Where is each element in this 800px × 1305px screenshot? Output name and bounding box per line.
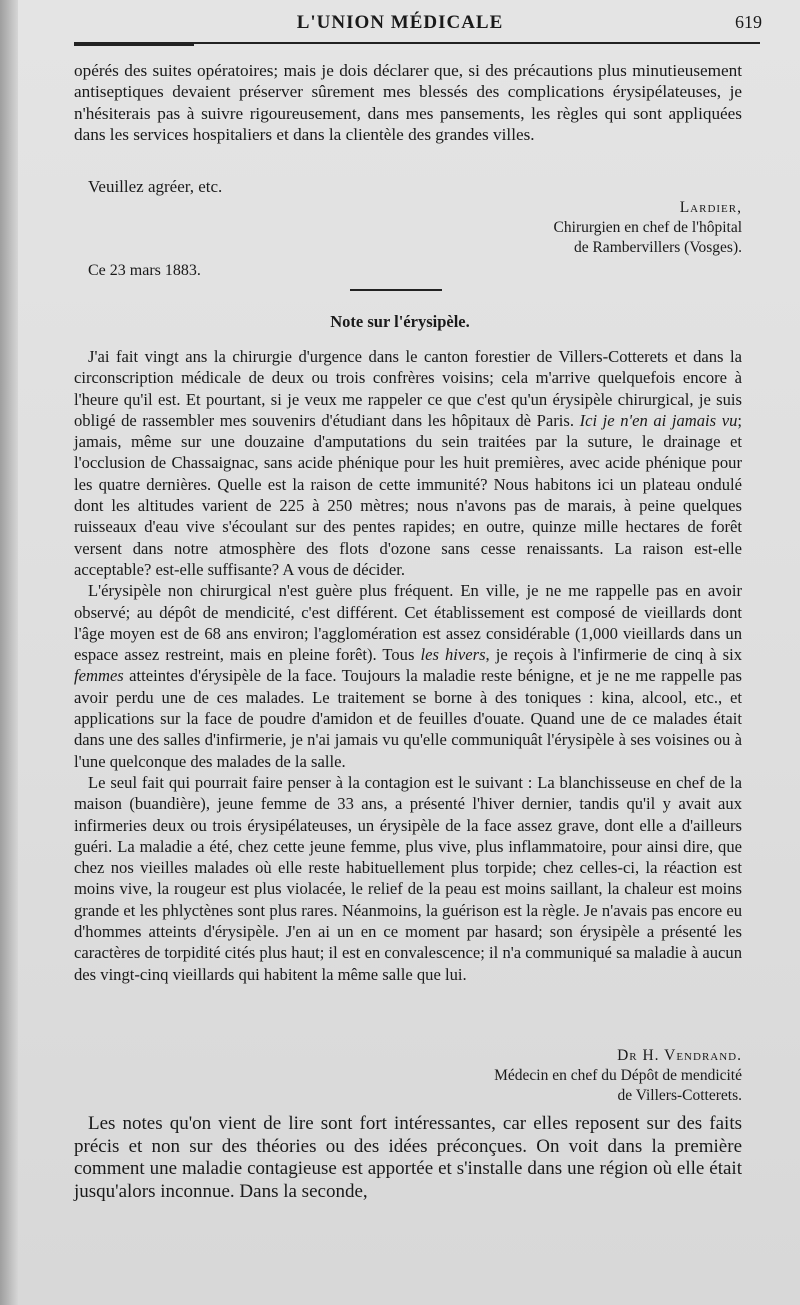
note-paragraph: Le seul fait qui pourrait faire penser à la contagion est le suivant : La blanchisseuse en chef de la maison (buandière), jeune femme de 33 ans, a présenté l'hiver dernier, tandis qu'il y avait aux infirmeries deux ou trois érysipélateuses, un érysipèle de la face assez grave, dont elle a d'ailleurs guéri. La maladie a été, chez cette jeune femme, plus vive, plus inflammatoire, pour ainsi dire, que chez nos vieilles malades où elle reste habituellement plus torpide; chez celles-ci, la réaction est moins vive, la rougeur est plus violacée, le relief de la peau est moins saillant, la chaleur est moins grande et les phlyctènes sont plus rares. Néanmoins, la guérison est la règle. Je n'avais pas encore eu d'hommes atteints d'érysipèle. J'en ai un en ce moment par hasard; son érysipèle a présenté les caractères de torpidité cités plus haut; il est en convalescence; il n'a communiqué sa maladie à aucun des vingt-cinq vieillards qui habitent la même salle que lui. xyxy=(74,772,742,984)
letter-date: Ce 23 mars 1883. xyxy=(88,262,201,279)
editorial-commentary xyxy=(74,1113,742,1203)
text-run: atteintes d'érysipèle de la face. Toujours la maladie reste bénigne, et je ne me rappelle pas avoir perdu une de ces malades. Le traitement se borne à des toniques : kina, alcool, etc., et applications sur la face de poudre d'amidon et de feuilles d'ouate. Quand une de ce malades était dans une des salles d'infirmerie, je n'ai jamais vu qu'elle communiquât l'érysipèle à ses voisines ou à l'une quelconque des malades de la salle. xyxy=(74,666,742,771)
page-number: 619 xyxy=(735,12,762,32)
salutation: Veuillez agréer, etc. xyxy=(88,177,223,196)
signature-name: Dr H. Vendrand. xyxy=(617,1047,742,1064)
section-divider xyxy=(350,289,442,291)
note-paragraph xyxy=(74,580,742,772)
letter-signature xyxy=(554,198,742,258)
commentary-paragraph: Les notes qu'on vient de lire sont fort intéressantes, car elles reposent sur des faits précis et non sur des théories ou des idées préconçues. On voit dans la première comment une maladie contagieuse est apportée et s'installe dans une région où elle était jusqu'alors inconnue. Dans la seconde, xyxy=(74,1113,742,1202)
letter-continuation xyxy=(74,60,742,145)
header-rule-accent xyxy=(74,43,194,46)
text-run: L'érysipèle non chirurgical n'est guère plus fréquent. En ville, je ne me rappelle pas en avoir observé; au dépôt de mendicité, c'est différent. Cet établissement est composé de vieillards dont l'âge moyen est de 68 ans environ; l'agglomération est assez considérable (1,000 vieillards dans un espace assez restreint, mais en pleine forêt). Tous xyxy=(74,581,742,665)
signature-title-line: de Rambervillers (Vosges). xyxy=(573,239,742,256)
text-run: J'ai fait vingt ans la chirurgie d'urgence dans le canton forestier de Villers-Cotterets et dans la circonscription médicale de deux ou trois confrères voisins; cela m'arrive quelquefois encore à l'heure qu'il est. Et pourtant, si je veux me rappeler ce que c'est qu'un érysipèle chirurgical, je suis obligé de rassembler mes souvenirs d'étudiant dans les hôpitaux dè Paris. xyxy=(74,347,742,430)
text-run: , je reçois à l'infirmerie de cinq à six xyxy=(485,645,743,665)
running-title: L'UNION MÉDICALE xyxy=(296,12,504,33)
signature-name: Lardier, xyxy=(679,199,742,216)
text-run: ; jamais, même sur une douzaine d'amputations du sein traitées par la suture, le drainage et l'occlusion de Chassaignac, sans acide phénique pour les huit premières, avec acide phénique pour les quatre dernières. Quelle est la raison de cette immunité? Nous habitons ici un plateau ondulé dont les altitudes varient de 225 à 250 mètres; nous n'avons pas de marais, à peine quelques ruisseaux d'eau vive s'écoulant sur des pentes rapides; en outre, quinze mille hectares de forêt versent dans notre atmosphère des flots d'ozone sans cesse renaissants. La raison est-elle acceptable? est-elle suffisante? A vous de décider. xyxy=(74,410,742,579)
section-title: Note sur l'érysipèle. xyxy=(330,312,470,331)
signature-title-line: de Villers-Cotterets. xyxy=(617,1087,742,1104)
note-paragraph xyxy=(74,346,742,580)
italic-text-run: les hivers xyxy=(420,645,486,665)
italic-text-run: femmes xyxy=(74,666,124,686)
signature-title-line: Médecin en chef du Dépôt de mendicité xyxy=(494,1067,742,1084)
note-body xyxy=(74,346,742,985)
page-binding-edge xyxy=(0,0,18,1305)
italic-text-run: Ici je n'en ai jamais vu xyxy=(579,410,738,430)
continuation-paragraph: opérés des suites opératoires; mais je dois déclarer que, si des précautions plus minutieusement antiseptiques devaient préserver sûrement mes blessés des complications érysipélateuses, je n'hésiterais pas à suivre rigoureusement, dans mes pansements, les règles qui sont appliquées dans les services hospitaliers et dans la clientèle des grandes villes. xyxy=(74,61,742,144)
signature-title-line: Chirurgien en chef de l'hôpital xyxy=(553,219,742,236)
note-signature xyxy=(494,1046,742,1106)
page-header xyxy=(0,12,800,42)
